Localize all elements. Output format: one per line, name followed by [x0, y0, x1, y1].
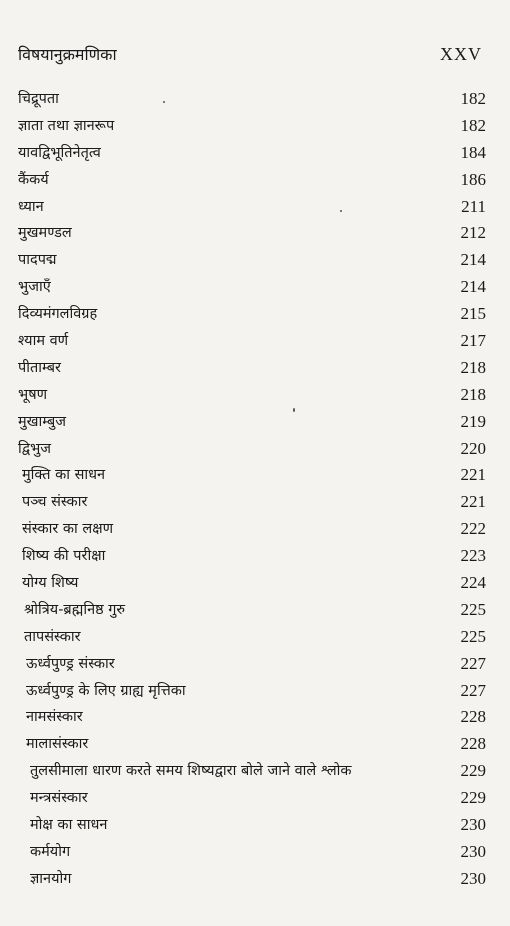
toc-entry-page: 223	[460, 546, 486, 566]
toc-entry-title: तापसंस्कार	[24, 628, 81, 645]
toc-entry-page: 184	[460, 142, 486, 162]
toc-entry-title: द्विभुज	[18, 440, 52, 457]
toc-entry-page: 228	[460, 707, 486, 727]
toc-entry-page: 222	[460, 519, 486, 539]
toc-entry-title: भूषण	[18, 386, 48, 403]
toc-entry-title: कर्मयोग	[30, 843, 71, 860]
toc-entry-title: ऊर्ध्वपुण्ड्र संस्कार	[26, 655, 115, 672]
toc-entry-page: 214	[460, 250, 486, 270]
toc-entry	[0, 301, 510, 328]
toc-entry	[0, 328, 510, 355]
toc-entry-title: मालासंस्कार	[26, 736, 89, 753]
toc-entry-title: योग्य शिष्य	[22, 575, 79, 592]
toc-entry-title: भुजाएँ	[18, 279, 51, 296]
toc-entry-title: मुखमण्डल	[18, 225, 72, 242]
toc-entry	[0, 785, 510, 812]
toc-entry	[0, 113, 510, 140]
toc-entry-title: शिष्य की परीक्षा	[22, 548, 106, 565]
toc-entry	[0, 436, 510, 463]
toc-entry	[0, 516, 510, 543]
toc-entry-page: 218	[460, 357, 486, 377]
toc-entry-page: 230	[460, 841, 486, 861]
toc-entry-title: ऊर्ध्वपुण्ड्र के लिए ग्राह्य मृत्तिका	[26, 682, 186, 699]
toc-entry-page: 221	[460, 465, 486, 485]
toc-entry-page: 212	[460, 223, 486, 243]
toc-entry-page: 211	[461, 196, 486, 216]
toc-entry-page: 215	[460, 304, 486, 324]
table-of-contents	[0, 86, 510, 893]
toc-entry-title: मोक्ष का साधन	[30, 817, 108, 834]
toc-entry-title: पञ्च संस्कार	[22, 494, 88, 511]
print-speck	[340, 210, 342, 212]
toc-entry-page: 225	[460, 599, 486, 619]
toc-entry-page: 182	[460, 89, 486, 108]
toc-entry	[0, 194, 510, 221]
toc-entry	[0, 140, 510, 167]
toc-entry-page: 228	[460, 734, 486, 754]
toc-entry-page: 230	[460, 868, 486, 888]
toc-entry	[0, 624, 510, 651]
toc-entry-page: 230	[460, 815, 486, 835]
toc-entry-title: ज्ञानयोग	[30, 870, 72, 887]
toc-entry-page: 217	[460, 331, 486, 351]
toc-entry	[0, 651, 510, 678]
toc-entry-page: 229	[460, 761, 486, 781]
page-header	[18, 40, 482, 68]
toc-entry-page: 224	[460, 573, 486, 593]
toc-entry-title: मन्त्रसंस्कार	[30, 790, 88, 807]
toc-entry-page: 219	[460, 411, 486, 431]
toc-entry	[0, 247, 510, 274]
toc-entry-page: 225	[460, 626, 486, 646]
toc-entry-title: श्रोत्रिय-ब्रह्मनिष्ठ गुरु	[24, 601, 126, 618]
toc-entry-title: यावद्विभूतिनेतृत्व	[18, 144, 101, 161]
toc-entry-title: तुलसीमाला धारण करते समय शिष्यद्वारा बोले जाने वाले श्लोक	[30, 763, 352, 780]
toc-entry	[0, 489, 510, 516]
toc-entry	[0, 731, 510, 758]
toc-entry	[0, 355, 510, 382]
toc-entry	[0, 409, 510, 436]
toc-entry	[0, 812, 510, 839]
toc-entry-page: 186	[460, 169, 486, 189]
toc-entry-title: पीताम्बर	[18, 359, 61, 376]
toc-entry-title: ध्यान	[18, 198, 44, 215]
toc-entry-page: 221	[460, 492, 486, 512]
toc-entry	[0, 220, 510, 247]
toc-entry	[0, 866, 510, 893]
print-speck	[163, 101, 165, 103]
section-title: विषयानुक्रमणिका	[18, 45, 117, 64]
toc-entry-page: 220	[460, 438, 486, 458]
toc-entry	[0, 543, 510, 570]
toc-entry-title: दिव्यमंगलविग्रह	[18, 306, 98, 323]
toc-entry	[0, 167, 510, 194]
toc-entry-page: 182	[460, 115, 486, 135]
toc-entry-title: नामसंस्कार	[26, 709, 83, 726]
toc-entry	[0, 678, 510, 705]
toc-entry	[0, 274, 510, 301]
toc-entry-title: मुखाम्बुज	[18, 413, 67, 430]
toc-entry-title: मुक्ति का साधन	[22, 467, 106, 484]
toc-entry-title: कैंकर्य	[18, 171, 49, 188]
toc-entry-title: ज्ञाता तथा ज्ञानरूप	[18, 117, 115, 134]
toc-entry-title: पादपद्म	[18, 252, 57, 269]
print-speck	[293, 408, 295, 412]
toc-entry-page: 227	[460, 680, 486, 700]
toc-entry-title: श्याम वर्ण	[18, 333, 69, 350]
toc-entry	[0, 570, 510, 597]
toc-entry	[0, 839, 510, 866]
toc-entry-page: 214	[460, 277, 486, 297]
toc-entry	[0, 462, 510, 489]
toc-entry	[0, 597, 510, 624]
toc-entry-page: 229	[460, 788, 486, 808]
toc-entry-page: 218	[460, 384, 486, 404]
toc-entry-page: 227	[460, 653, 486, 673]
toc-entry	[0, 382, 510, 409]
toc-entry-title: चिद्रूपता	[18, 91, 59, 107]
toc-entry	[0, 758, 510, 785]
toc-entry	[0, 86, 510, 113]
toc-entry-title: संस्कार का लक्षण	[22, 521, 114, 538]
roman-page-number: XXV	[440, 43, 482, 64]
toc-entry	[0, 704, 510, 731]
